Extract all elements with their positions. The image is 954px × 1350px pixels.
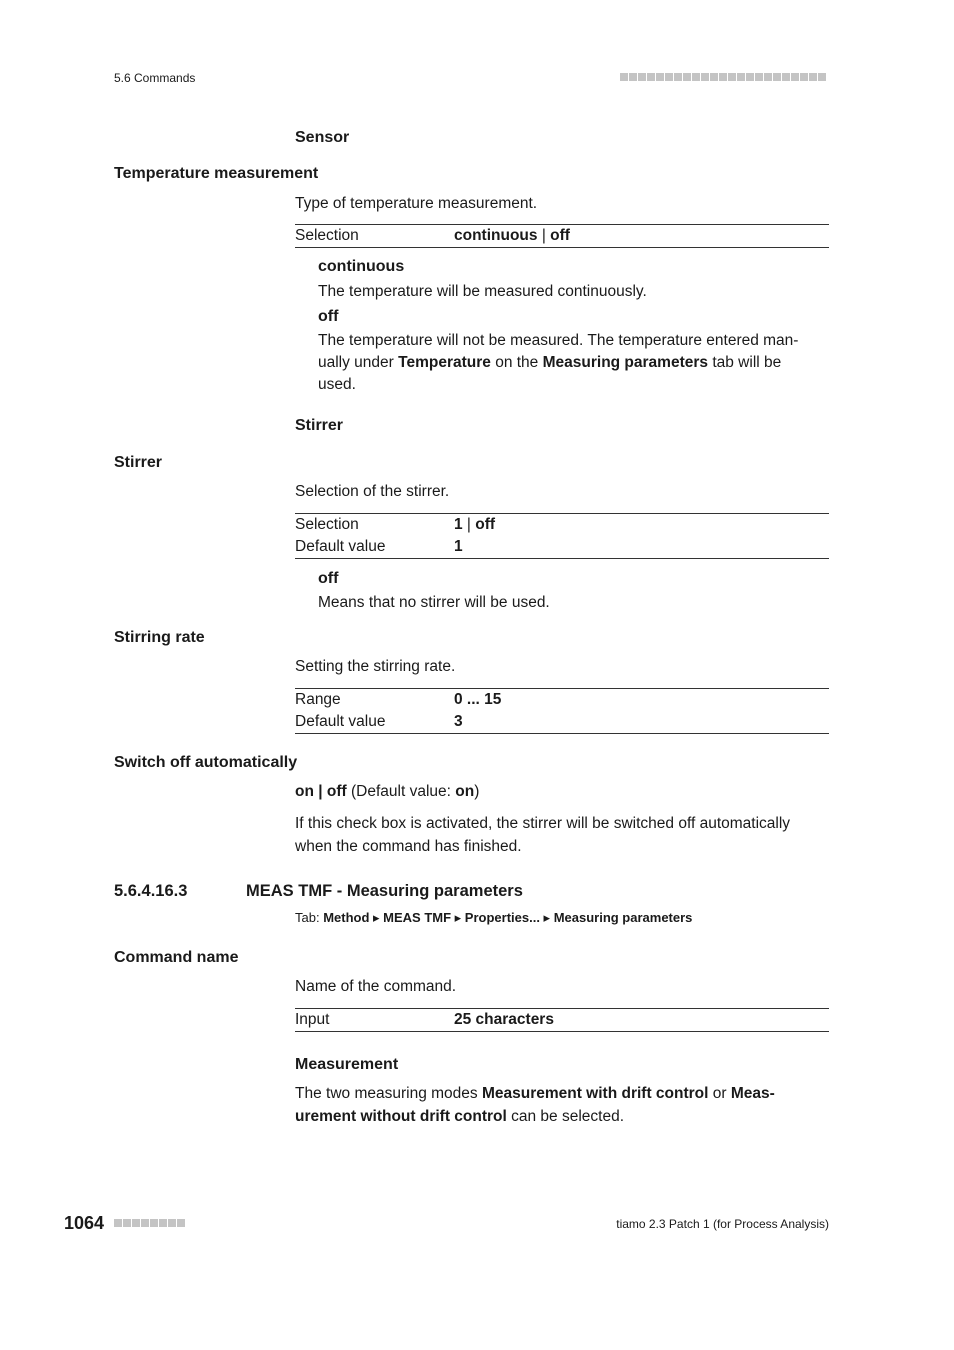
table-key: Input — [295, 1011, 330, 1028]
table-key: Selection — [295, 516, 359, 533]
param-description: Name of the command. — [295, 978, 457, 995]
measurement-description: The two measuring modes Measurement with drift control or Meas- urement without drift control can be selected. — [295, 1085, 775, 1125]
page-number: 1064 — [64, 1213, 105, 1233]
param-title-command-name: Command name — [114, 949, 239, 966]
param-description: Selection of the stirrer. — [295, 483, 450, 500]
param-title-switch-off: Switch off automatically — [114, 754, 298, 771]
param-title-stirring-rate: Stirring rate — [114, 629, 205, 646]
header-decoration — [620, 73, 830, 82]
tab-path-breadcrumb: Tab: Method ▸ MEAS TMF ▸ Properties... ▸ Measuring parameters — [295, 910, 693, 925]
option-title-off: off — [318, 570, 339, 587]
table-key: Default value — [295, 713, 386, 730]
table-key: Range — [295, 691, 341, 708]
footer-decoration — [114, 1219, 185, 1227]
option-title-off: off — [318, 308, 339, 325]
option-description: The temperature will not be measured. The temperature entered man- ually under Temperature on the Measuring parameters tab will be used. — [318, 332, 799, 393]
param-table — [295, 513, 829, 559]
subheading-stirrer: Stirrer — [295, 417, 344, 434]
param-title-stirrer: Stirrer — [114, 454, 163, 471]
param-table — [295, 688, 829, 734]
subheading-sensor: Sensor — [295, 129, 350, 146]
param-description: If this check box is activated, the stirrer will be switched off automatically when the command has finished. — [295, 815, 791, 855]
footer-product-name: tiamo 2.3 Patch 1 (for Process Analysis) — [616, 1217, 829, 1231]
option-description: Means that no stirrer will be used. — [318, 594, 550, 611]
option-title-continuous: continuous — [318, 258, 405, 275]
param-table — [295, 1008, 829, 1032]
table-key: Selection — [295, 227, 359, 244]
table-value: 1 — [454, 538, 463, 555]
section-number: 5.6.4.16.3 — [114, 882, 188, 900]
param-values: on | off (Default value: on) — [295, 783, 480, 800]
table-value: 1 | off — [454, 516, 496, 533]
param-description: Setting the stirring rate. — [295, 658, 456, 675]
running-header-section: 5.6 Commands — [114, 71, 196, 85]
table-value: continuous | off — [454, 227, 570, 244]
param-title-temperature-measurement: Temperature measurement — [114, 165, 319, 182]
table-value: 25 characters — [454, 1011, 554, 1028]
option-description: The temperature will be measured continuously. — [318, 283, 647, 300]
table-value: 0 ... 15 — [454, 691, 502, 708]
param-description: Type of temperature measurement. — [295, 195, 538, 212]
table-value: 3 — [454, 713, 463, 730]
subheading-measurement: Measurement — [295, 1056, 399, 1073]
section-title: MEAS TMF - Measuring parameters — [246, 882, 523, 900]
param-table — [295, 224, 829, 248]
table-key: Default value — [295, 538, 386, 555]
